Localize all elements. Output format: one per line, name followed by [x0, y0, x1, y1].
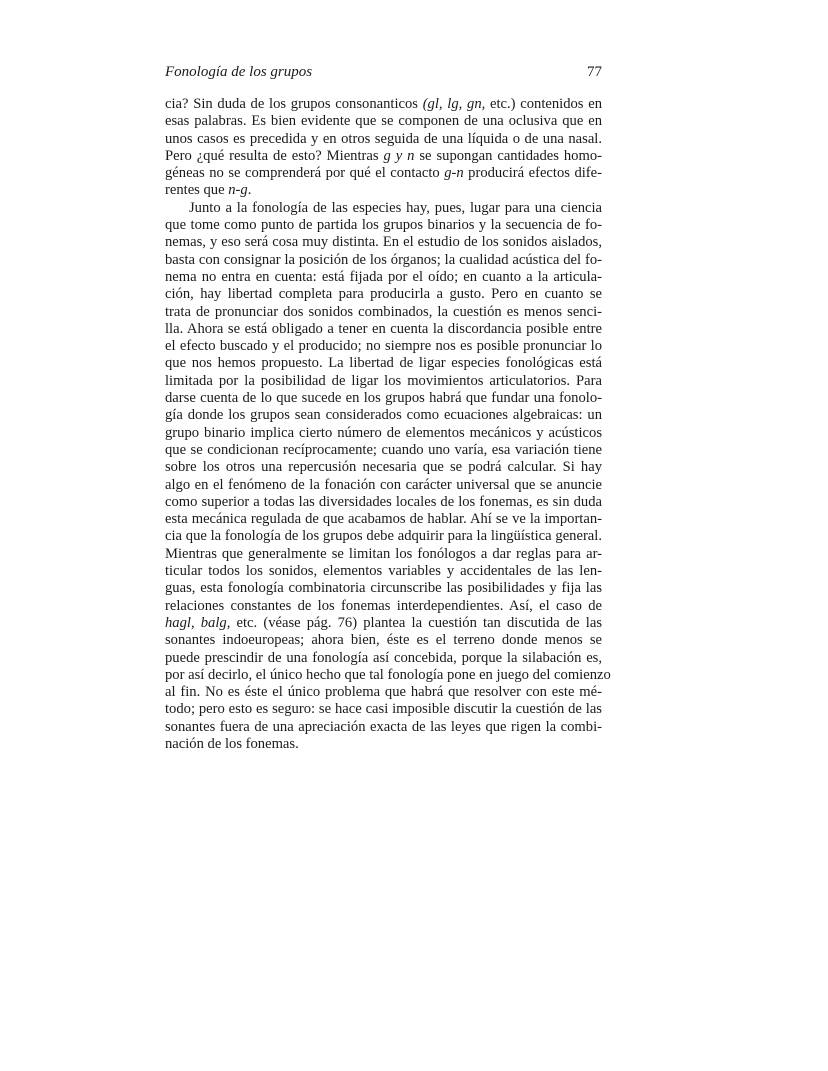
text-line — [165, 701, 602, 718]
text-run: producirá efectos dife- — [463, 165, 602, 182]
text-line — [165, 528, 602, 545]
text-run: sobre los otros una repercusión necesaria que se podrá calcular. Si hay — [165, 459, 602, 476]
text-line — [165, 252, 602, 269]
text-run: relaciones constantes de los fonemas interdependientes. Así, el caso de — [165, 597, 602, 614]
text-run: como superior a todas las diversidades locales de los fonemas, es sin duda — [165, 493, 602, 510]
text-line — [165, 477, 602, 494]
text-run: que nos hemos propuesto. La libertad de ligar especies fonológicas está — [165, 355, 602, 372]
text-run: lla. Ahora se está obligado a tener en cuenta la discordancia posible entre — [165, 320, 602, 337]
text-line — [165, 684, 602, 701]
running-title: Fonología de los grupos — [165, 64, 313, 80]
text-line — [165, 165, 602, 182]
text-line — [165, 131, 602, 148]
text-line — [165, 338, 602, 355]
text-run: al fin. No es éste el único problema que habrá que resolver con este mé- — [165, 684, 602, 701]
text-line — [165, 373, 602, 390]
paragraph — [165, 96, 602, 200]
text-line — [165, 719, 602, 736]
book-page — [165, 62, 611, 753]
page-number: 77 — [587, 64, 602, 80]
text-run: limitada por la posibilidad de ligar los movimientos articulatorios. Para — [165, 372, 602, 389]
text-run: cia que la fonología de los grupos debe adquirir para la lingüística general. — [165, 528, 602, 545]
text-run: etc.) contenidos en — [485, 96, 602, 112]
text-line — [165, 494, 602, 511]
text-run: esas palabras. Es bien evidente que se componen de una oclusiva que en — [165, 113, 602, 130]
text-run: sonantes fuera de una apreciación exacta de las leyes que rigen la combi- — [165, 718, 602, 735]
text-run: todo; pero esto es seguro: se hace casi imposible discutir la cuestión de las — [165, 701, 602, 718]
running-head — [165, 62, 602, 82]
text-run: gía donde los grupos sean considerados como ecuaciones algebraicas: un — [165, 407, 602, 424]
italic-text: g-n — [444, 165, 464, 182]
text-run: puede prescindir de una fonología así concebida, porque la silabación es, — [165, 649, 602, 666]
text-line — [165, 217, 602, 234]
text-run: nación de los fonemas. — [165, 735, 299, 752]
text-line — [165, 200, 602, 217]
text-line — [165, 736, 602, 753]
text-run: sonantes indoeuropeas; ahora bien, éste es el terreno donde menos se — [165, 632, 602, 649]
text-run: Pero ¿qué resulta de esto? Mientras — [165, 147, 384, 164]
text-run: algo en el fenómeno de la fonación con carácter universal que se anuncie — [165, 476, 602, 493]
italic-text: n-g — [228, 182, 248, 199]
text-run: géneas no se comprenderá por qué el contacto — [165, 165, 445, 182]
text-line — [165, 511, 602, 528]
text-line — [165, 632, 602, 649]
text-line — [165, 407, 602, 424]
text-run: que tome como punto de partida los grupos binarios y la secuencia de fo- — [165, 217, 602, 234]
text-run: darse cuenta de lo que sucede en los grupos habrá que fundar una fonolo- — [165, 390, 602, 407]
text-line — [165, 598, 602, 615]
text-line — [165, 321, 602, 338]
text-line — [165, 666, 611, 684]
text-line — [165, 269, 602, 286]
text-run: rentes que — [165, 182, 229, 199]
italic-text: (gl, lg, gn, — [422, 96, 486, 112]
text-run: el efecto buscado y el producido; no siempre nos es posible pronunciar lo — [165, 338, 602, 355]
text-run: basta con consignar la posición de los órganos; la cualidad acústica del fo- — [165, 251, 602, 268]
text-line — [165, 390, 602, 407]
text-run: cia? Sin duda de los grupos consonanticos — [165, 96, 423, 112]
paragraph — [165, 199, 611, 754]
text-run: ción, hay libertad completa para producirla a gusto. Pero en cuanto se — [165, 286, 602, 303]
text-line — [165, 650, 602, 667]
text-run: Mientras que generalmente se limitan los fonólogos a dar reglas para ar- — [165, 545, 602, 562]
text-run: . — [247, 182, 252, 199]
text-run: ticular todos los sonidos, elementos variables y accidentales de las len- — [165, 563, 602, 580]
text-run: Junto a la fonología de las especies hay, pues, lugar para una ciencia — [189, 199, 602, 216]
text-run: trata de pronunciar dos sonidos combinados, la cuestión es menos senci- — [165, 303, 602, 320]
text-run: que se condicionan recíprocamente; cuando uno varía, esa variación tiene — [165, 441, 602, 458]
text-line — [165, 425, 602, 442]
text-run: etc. (véase pág. 76) plantea la cuestión tan discutida de las — [230, 614, 602, 631]
text-run: nemas, y eso será cosa muy distinta. En el estudio de los sonidos aislados, — [165, 234, 602, 251]
text-line — [165, 182, 602, 199]
text-run: unos casos es precedida y en otros seguida de una líquida o de una nasal. — [165, 130, 602, 147]
text-line — [165, 355, 602, 372]
text-line — [165, 580, 602, 597]
text-line — [165, 113, 602, 130]
body-text — [165, 96, 611, 753]
text-line — [165, 234, 602, 251]
text-line — [165, 286, 602, 303]
text-run: se supongan cantidades homo- — [414, 147, 602, 164]
text-line — [165, 304, 602, 321]
text-line — [165, 563, 602, 580]
text-line — [165, 96, 602, 113]
italic-text: hagl, balg, — [165, 614, 231, 631]
text-line — [165, 442, 602, 459]
text-line — [165, 615, 602, 632]
text-run: grupo binario implica cierto número de elementos mecánicos y acústicos — [165, 424, 602, 441]
text-run: por así decirlo, el único hecho que tal fonología pone en juego del comienzo — [165, 666, 611, 683]
text-line — [165, 459, 602, 476]
text-run: esta mecánica regulada de que acabamos de hablar. Ahí se ve la importan- — [165, 511, 602, 528]
text-run: guas, esta fonología combinatoria circunscribe las posibilidades y fija las — [165, 580, 602, 597]
italic-text: g y n — [383, 147, 415, 164]
text-run: nema no entra en cuenta: está fijada por el oído; en cuanto a la articula- — [165, 268, 602, 285]
text-line — [165, 546, 602, 563]
text-line — [165, 148, 602, 165]
